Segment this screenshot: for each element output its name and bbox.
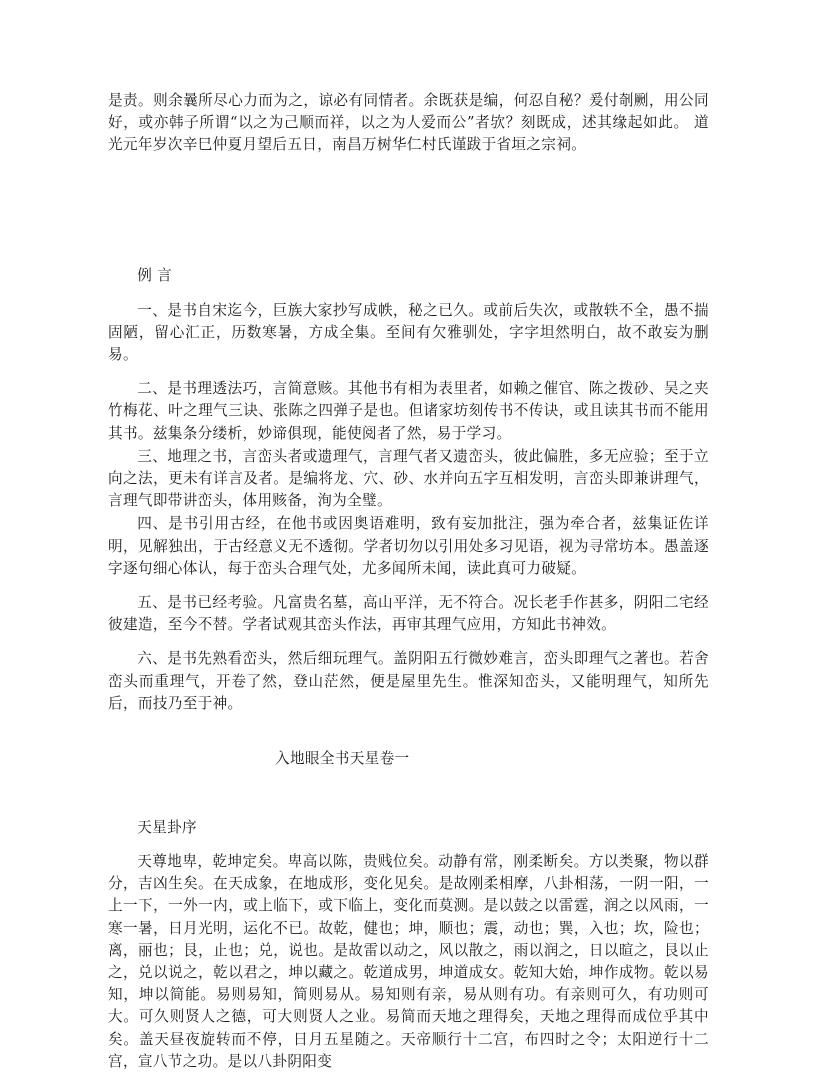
rule-item-1: 一、是书自宋迄今，巨族大家抄写成帙，秘之已久。或前后失次，或散轶不全，愚不揣固陋，留心汇正，历数寒暑，方成全集。至间有欠雅驯处，字字坦然明白，故不敢妄为删易。 [108, 301, 709, 364]
rule-item-6: 六、是书先熟看峦头，然后细玩理气。盖阴阳五行微妙难言，峦头即理气之著也。若舍峦头而重理气，开卷了然，登山茫然，便是屋里先生。惟深知峦头，又能明理气，知所先后，而技乃至于神。 [108, 650, 709, 712]
rule-item-5: 五、是书已经考验。凡富贵名墓，高山平洋，无不符合。况长老手作甚多，阴阳二宅经彼建造，至今不替。学者试观其峦头作法，再审其理气应用，方知此书神效。 [108, 594, 709, 634]
rule-item-2: 二、是书理透法巧，言简意赅。其他书有相为表里者，如赖之催官、陈之拨砂、吴之夹竹梅花、叶之理气三诀、张陈之四弹子是也。但诸家坊刻传书不传诀，或且读其书而不能用其书。兹集条分缕析，妙谛俱现，能使阅者了然，易于学习。 [108, 380, 709, 442]
rule-item-4: 四、是书引用古经，在他书或因奥语难明，致有妄加批注，强为牵合者，兹集证佐详明，见解独出，于古经意义无不透彻。学者切勿以引用处多习见语，视为寻常坊本。愚盖逐字逐句细心体认，每于峦头合理气处，尤多闻所未闻，读此真可力破疑。 [108, 515, 709, 577]
rule-item-3: 三、地理之书，言峦头者或遗理气，言理气者又遗峦头，彼此偏胜，多无应验；至于立向之法，更未有详言及者。是编将龙、穴、砂、水并向五字互相发明，言峦头即兼讲理气，言理气即带讲峦头，体用赅备，洵为全璧。 [108, 447, 709, 510]
section-heading: 天星卦序 [137, 819, 197, 837]
document-page [108, 90, 709, 1073]
section-body: 天尊地卑，乾坤定矣。卑高以陈，贵贱位矣。动静有常，刚柔断矣。方以类聚，物以群分，吉凶生矣。在天成象，在地成形，变化见矣。是故刚柔相摩，八卦相荡，一阴一阳，一上一下，一外一内，或上临下，或下临上，变化而莫测。是以鼓之以雷霆，润之以风雨，一寒一暑，日月光明，运化不已。故乾，健也；坤，顺也；震，动也；巽，入也；坎，险也；离，丽也；艮，止也；兑，说也。是故雷以动之，风以散之，雨以润之，日以暄之，艮以止之，兑以说之，乾以君之，坤以藏之。乾道成男，坤道成女。乾知大始，坤作成物。乾以易知，坤以简能。易则易知，简则易从。易知则有亲，易从则有功。有亲则可久，有功则可大。可久则贤人之德，可大则贤人之业。易简而天地之理得矣，天地之理得而成位乎其中矣。盖天昼夜旋转而不停，日月五星随之。天帝顺行十二宫，布四时之令；太阳逆行十二宫，宣八节之功。是以八卦阴阳变 [108, 853, 709, 1070]
preface-tail-paragraph: 是责。则余曩所尽心力而为之，谅必有同情者。余既获是编，何忍自秘？爰付剞劂，用公同好，或亦韩子所谓“以之为己顺而祥，以之为人爱而公”者欤？刻既成，述其缘起如此。 道光元年岁次辛巳仲夏月望后五日，南昌万树华仁村氏谨跋于省垣之宗祠。 [108, 92, 709, 154]
volume-title: 入地眼全书天星卷一 [275, 750, 410, 768]
rules-heading: 例 言 [137, 266, 173, 284]
